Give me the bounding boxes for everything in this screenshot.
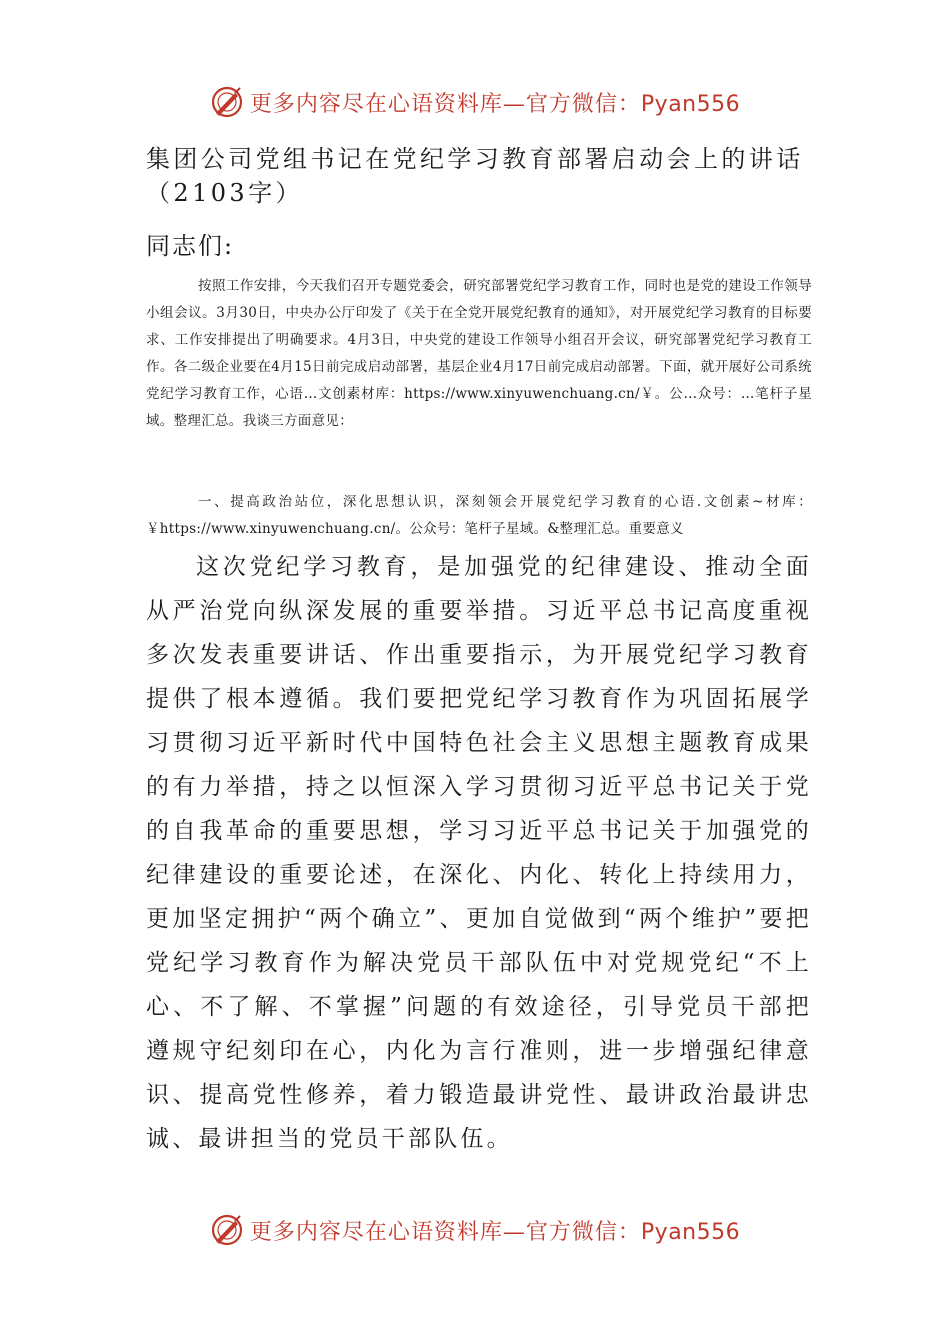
wechat-id: Pyan556 [640, 1219, 741, 1245]
pen-circle-icon [210, 85, 244, 119]
banner-text: 更多内容尽在心语资料库—官方微信：Pyan556 [249, 91, 741, 117]
header-banner [0, 80, 950, 124]
document-title: 集团公司党组书记在党纪学习教育部署启动会上的讲话（2103字） [146, 145, 804, 207]
salutation: 同志们: [146, 232, 235, 260]
footer-banner [0, 1208, 950, 1252]
wechat-id: Pyan556 [640, 91, 741, 117]
pen-circle-icon [210, 1213, 244, 1247]
body-paragraph-main: 这次党纪学习教育，是加强党的纪律建设、推动全面从严治党向纵深发展的重要举措。习近平总书记高度重视多次发表重要讲话、作出重要指示，为开展党纪学习教育提供了根本遵循。我们要把党纪学习教育作为巩固拓展学习贯彻习近平新时代中国特色社会主义思想主题教育成果的有力举措，持之以恒深入学习贯彻习近平总书记关于党的自我革命的重要思想，学习习近平总书记关于加强党的纪律建设的重要论述，在深化、内化、转化上持续用力，更加坚定拥护“两个确立”、更加自觉做到“两个维护”要把党纪学习教育作为解决党员干部队伍中对党规党纪“不上心、不了解、不掌握”问题的有效途径，引导党员干部把遵规守纪刻印在心，内化为言行准则，进一步增强纪律意识、提高党性修养，着力锻造最讲党性、最讲政治最讲忠诚、最讲担当的党员干部队伍。 [146, 554, 812, 1152]
body-paragraph-intro: 按照工作安排，今天我们召开专题党委会，研究部署党纪学习教育工作，同时也是党的建设工作领导小组会议。3月30日，中央办公厅印发了《关于在全党开展党纪教育的通知》，对开展党纪学习教育的目标要求、工作安排提出了明确要求。4月3日，中央党的建设工作领导小组召开会议，研究部署党纪学习教育工作。各二级企业要在4月15日前完成启动部署，基层企业4月17日前完成启动部署。下面，就开展好公司系统党纪学习教育工作，心语…文创素材库：https://www.xinyuwenchuang.cn/￥。公…众号：…笔杆子星域。整理汇总。我谈三方面意见： [146, 278, 812, 429]
banner-text: 更多内容尽在心语资料库—官方微信：Pyan556 [249, 1219, 741, 1245]
section-heading-1: 一、提高政治站位，深化思想认识，深刻领会开展党纪学习教育的心语.文创素~材库：￥https://www.xinyuwenchuang.cn/。公众号：笔杆子星域。&整理汇总。重要意义 [146, 494, 812, 537]
